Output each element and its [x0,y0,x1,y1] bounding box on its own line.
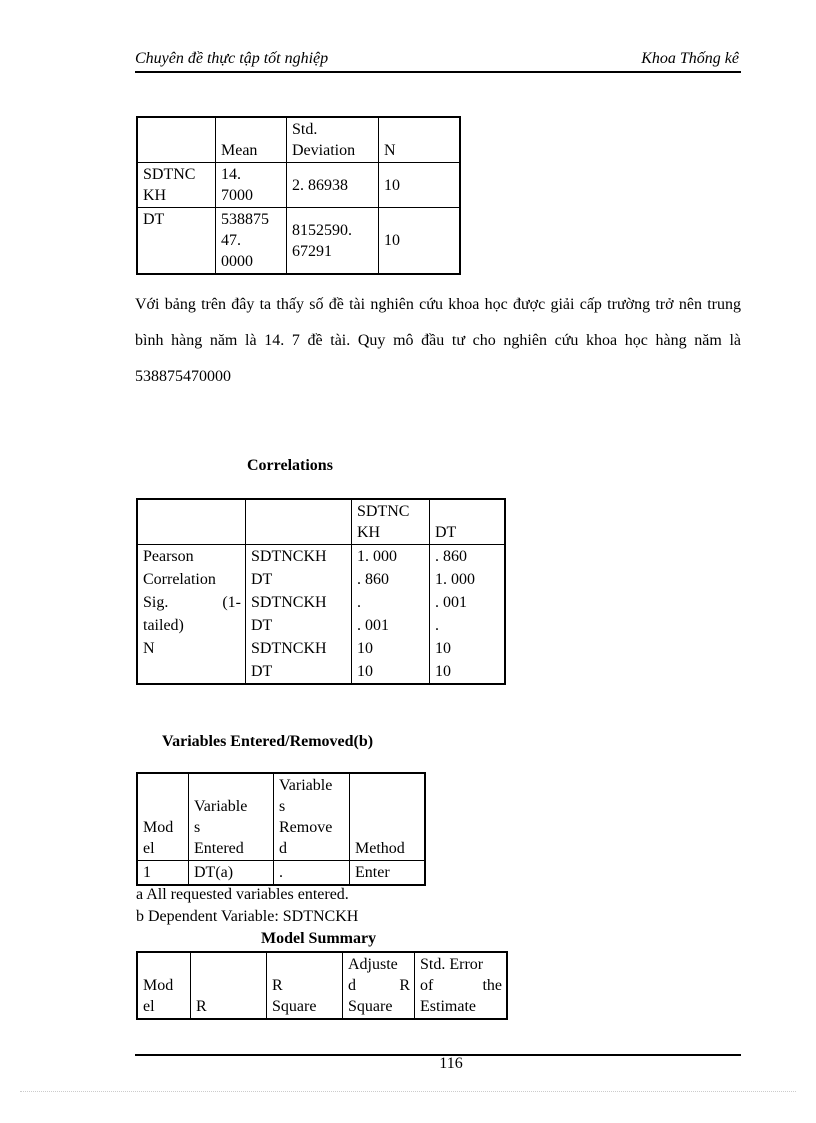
row-removed: . [274,861,350,886]
row-var: SDTNCKH [246,637,352,660]
row-group: Pearson [137,545,246,569]
header-cell-r-square: R Square [267,952,343,1019]
page-edge-dots [20,1091,796,1092]
header-cell-sdtnckh: SDTNC KH [352,499,430,545]
row-c2: 10 [430,660,506,684]
model-summary-title: Model Summary [261,930,377,947]
row-c1: . [352,591,430,614]
row-mean: 538875 47. 0000 [216,208,287,275]
row-c1: . 001 [352,614,430,637]
correlations-title: Correlations [247,457,333,474]
header-cell-std-error: Std. Error of the Estimate [415,952,508,1019]
row-c2: . 001 [430,591,506,614]
table-header-row [137,499,505,545]
header-cell-removed: Variable s Remove d [274,773,350,861]
row-var: SDTNCKH [246,545,352,569]
table-row [137,163,460,208]
header-cell-adjusted: Adjuste d R Square [343,952,415,1019]
header-cell-method: Method [350,773,426,861]
row-std: 2. 86938 [287,163,379,208]
model-summary-table [136,951,508,1020]
table-header-row [137,773,425,861]
variables-note-a: a All requested variables entered. [136,886,349,903]
table-row [137,637,505,660]
table-header-row [137,952,507,1019]
row-method: Enter [350,861,426,886]
row-group [137,660,246,684]
header-cell-entered: Variable s Entered [189,773,274,861]
row-var: SDTNCKH [246,591,352,614]
header-cell-empty [137,117,216,163]
row-entered: DT(a) [189,861,274,886]
row-n: 10 [379,163,461,208]
header-cell-std: Std. Deviation [287,117,379,163]
variables-title: Variables Entered/Removed(b) [162,733,374,750]
header-cell-n: N [379,117,461,163]
variables-table [136,772,426,886]
correlations-table [136,498,506,685]
header-cell-empty [137,499,246,545]
row-c2: 10 [430,637,506,660]
row-c1: 1. 000 [352,545,430,569]
row-c1: 10 [352,660,430,684]
header-cell-r: R [191,952,267,1019]
row-c2: . [430,614,506,637]
row-c2: 1. 000 [430,568,506,591]
row-n: 10 [379,208,461,275]
header-cell-empty [246,499,352,545]
row-group: N [137,637,246,660]
header-cell-mean: Mean [216,117,287,163]
header-cell-model: Mod el [137,952,191,1019]
table-row [137,660,505,684]
table-header-row [137,117,460,163]
table-row [137,861,425,886]
table-row [137,591,505,614]
row-label: DT [137,208,216,275]
table-row [137,568,505,591]
variables-note-b: b Dependent Variable: SDTNCKH [136,908,359,925]
header-cell-model: Mod el [137,773,189,861]
row-var: DT [246,660,352,684]
header-rule [135,71,741,73]
analysis-paragraph: Với bảng trên đây ta thấy số đề tài nghiên cứu khoa học được giải cấp trường trở nên trung bình hàng năm là 14. 7 đề tài. Quy mô đầu tư cho nghiên cứu khoa học hàng năm là 538875470000 [135,296,741,385]
row-std: 8152590. 67291 [287,208,379,275]
row-mean: 14. 7000 [216,163,287,208]
row-group: tailed) [137,614,246,637]
row-group: Sig. (1- [137,591,246,614]
row-var: DT [246,614,352,637]
row-c1: 10 [352,637,430,660]
descriptives-table [136,116,461,275]
table-row [137,545,505,569]
table-row [137,208,460,275]
row-label: SDTNC KH [137,163,216,208]
row-c1: . 860 [352,568,430,591]
header-cell-dt: DT [430,499,506,545]
page-number: 116 [439,1055,463,1072]
table-row [137,614,505,637]
header-right: Khoa Thống kê [641,50,739,67]
row-c2: . 860 [430,545,506,569]
header-left: Chuyên đề thực tập tốt nghiệp [135,50,329,67]
row-model: 1 [137,861,189,886]
row-group: Correlation [137,568,246,591]
row-var: DT [246,568,352,591]
